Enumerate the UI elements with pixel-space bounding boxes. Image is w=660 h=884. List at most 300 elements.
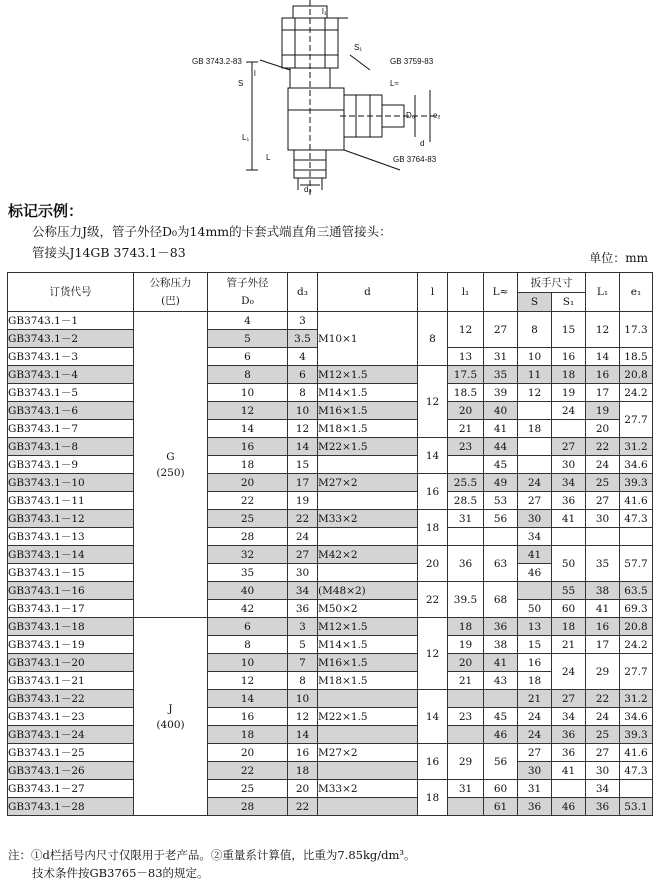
d-cell — [318, 798, 418, 816]
L1-cell: 30 — [586, 762, 620, 780]
L1-cell: 36 — [586, 798, 620, 816]
row-code: GB3743.1－15 — [8, 564, 134, 582]
row-d3: 14 — [288, 726, 318, 744]
d-cell: M16×1.5 — [318, 402, 418, 420]
note-line-1: 注：①d栏括号内尺寸仅限用于老产品。②重量系计算值，比重为7.85kg/dm³。 — [8, 848, 416, 862]
row-d3: 4 — [288, 348, 318, 366]
d-cell — [318, 456, 418, 474]
col-code: 订货代号 — [8, 273, 134, 312]
l1-cell: 20 — [448, 402, 484, 420]
col-l1: l₁ — [448, 273, 484, 312]
S1-cell: 41 — [552, 762, 586, 780]
S-cell: 50 — [518, 600, 552, 618]
row-d3: 30 — [288, 564, 318, 582]
S1-cell: 16 — [552, 348, 586, 366]
row-code: GB3743.1－20 — [8, 654, 134, 672]
S-cell: 34 — [518, 528, 552, 546]
col-outer — [208, 273, 288, 312]
d-cell: M18×1.5 — [318, 420, 418, 438]
std-label-1: GB 3743.2-83 — [192, 57, 242, 66]
L-cell: 61 — [484, 798, 518, 816]
row-d0: 6 — [208, 618, 288, 636]
row-d3: 34 — [288, 582, 318, 600]
S1-cell: 41 — [552, 510, 586, 528]
L1-cell: 24 — [586, 456, 620, 474]
L-cell: 31 — [484, 348, 518, 366]
d-cell: M50×2 — [318, 600, 418, 618]
d-cell: M12×1.5 — [318, 618, 418, 636]
group-j-value: (400) — [156, 718, 185, 731]
row-d0: 14 — [208, 420, 288, 438]
l1-cell — [448, 456, 484, 474]
S-cell: 11 — [518, 366, 552, 384]
d-cell: M14×1.5 — [318, 636, 418, 654]
row-d0: 12 — [208, 672, 288, 690]
S1-cell: 19 — [552, 384, 586, 402]
row-code: GB3743.1－1 — [8, 312, 134, 330]
l-cell: 12 — [418, 366, 448, 438]
row-d0: 32 — [208, 546, 288, 564]
S1-cell: 27 — [552, 438, 586, 456]
L1-cell: 35 — [586, 546, 620, 582]
L-cell: 49 — [484, 474, 518, 492]
S-cell: 30 — [518, 510, 552, 528]
S1-cell: 36 — [552, 744, 586, 762]
row-d3: 3 — [288, 312, 318, 330]
l1-cell: 31 — [448, 780, 484, 798]
col-L1: L₁ — [586, 273, 620, 312]
row-d0: 16 — [208, 708, 288, 726]
L1-cell: 27 — [586, 744, 620, 762]
row-d3: 22 — [288, 798, 318, 816]
S-cell: 13 — [518, 618, 552, 636]
L1-cell: 16 — [586, 618, 620, 636]
L-cell — [484, 690, 518, 708]
row-d0: 8 — [208, 366, 288, 384]
l1-cell — [448, 798, 484, 816]
row-d0: 22 — [208, 762, 288, 780]
l1-cell: 23 — [448, 708, 484, 726]
l1-cell: 18 — [448, 618, 484, 636]
S-cell: 18 — [518, 420, 552, 438]
L-cell: 36 — [484, 618, 518, 636]
S1-cell — [552, 420, 586, 438]
e1-cell — [620, 780, 653, 798]
d-cell — [318, 726, 418, 744]
l1-cell: 25.5 — [448, 474, 484, 492]
S-cell: 10 — [518, 348, 552, 366]
e1-cell: 57.7 — [620, 546, 653, 582]
dim-e1: e₁ — [433, 111, 441, 120]
L-cell: 60 — [484, 780, 518, 798]
S1-cell: 30 — [552, 456, 586, 474]
group-j-pressure — [134, 618, 208, 816]
dim-L: L — [266, 153, 271, 162]
S-cell: 18 — [518, 672, 552, 690]
L-cell: 53 — [484, 492, 518, 510]
col-pressure-label: 公称压力 — [149, 277, 192, 289]
S-cell: 24 — [518, 708, 552, 726]
row-d0: 8 — [208, 636, 288, 654]
row-d3: 5 — [288, 636, 318, 654]
row-d3: 20 — [288, 780, 318, 798]
d-cell — [318, 762, 418, 780]
e1-cell: 34.6 — [620, 456, 653, 474]
row-code: GB3743.1－27 — [8, 780, 134, 798]
S1-cell — [552, 528, 586, 546]
l-cell: 20 — [418, 546, 448, 582]
S1-cell: 21 — [552, 636, 586, 654]
L1-cell: 22 — [586, 438, 620, 456]
S1-cell: 27 — [552, 690, 586, 708]
L1-cell: 38 — [586, 582, 620, 600]
l1-cell: 19 — [448, 636, 484, 654]
e1-cell: 41.6 — [620, 744, 653, 762]
row-code: GB3743.1－28 — [8, 798, 134, 816]
row-d0: 42 — [208, 600, 288, 618]
L1-cell: 29 — [586, 654, 620, 690]
row-d3: 3.5 — [288, 330, 318, 348]
L1-cell: 25 — [586, 726, 620, 744]
S-cell: 41 — [518, 546, 552, 564]
L-cell: 41 — [484, 420, 518, 438]
row-code: GB3743.1－18 — [8, 618, 134, 636]
row-code: GB3743.1－22 — [8, 690, 134, 708]
L-cell: 46 — [484, 726, 518, 744]
row-code: GB3743.1－26 — [8, 762, 134, 780]
row-d3: 22 — [288, 510, 318, 528]
d-cell — [318, 564, 418, 582]
L-cell: 41 — [484, 654, 518, 672]
row-d3: 36 — [288, 600, 318, 618]
S-cell: 16 — [518, 654, 552, 672]
l1-cell: 23 — [448, 438, 484, 456]
L1-cell: 22 — [586, 690, 620, 708]
row-d0: 28 — [208, 798, 288, 816]
col-l: l — [418, 273, 448, 312]
e1-cell: 27.7 — [620, 654, 653, 690]
l-cell: 14 — [418, 690, 448, 744]
row-code: GB3743.1－21 — [8, 672, 134, 690]
group-g-value: (250) — [156, 466, 185, 479]
row-code: GB3743.1－17 — [8, 600, 134, 618]
l-cell: 16 — [418, 474, 448, 510]
L1-cell: 41 — [586, 600, 620, 618]
e1-cell: 27.7 — [620, 402, 653, 438]
row-d3: 14 — [288, 438, 318, 456]
marking-example-line2: 管接头J14GB 3743.1－83 — [32, 245, 186, 260]
row-d3: 18 — [288, 762, 318, 780]
e1-cell: 39.3 — [620, 726, 653, 744]
S1-cell: 36 — [552, 492, 586, 510]
e1-cell: 24.2 — [620, 384, 653, 402]
row-d0: 18 — [208, 456, 288, 474]
d-cell: M10×1 — [318, 312, 418, 366]
e1-cell: 31.2 — [620, 438, 653, 456]
row-d3: 15 — [288, 456, 318, 474]
L1-cell: 14 — [586, 348, 620, 366]
row-d3: 6 — [288, 366, 318, 384]
row-d3: 12 — [288, 420, 318, 438]
d-cell: M22×1.5 — [318, 708, 418, 726]
row-d3: 19 — [288, 492, 318, 510]
L1-cell: 19 — [586, 402, 620, 420]
l1-cell: 12 — [448, 312, 484, 348]
L-cell: 45 — [484, 456, 518, 474]
S-cell: 24 — [518, 474, 552, 492]
dim-L1: L₁ — [242, 133, 250, 142]
e1-cell: 17.3 — [620, 312, 653, 348]
S1-cell — [552, 780, 586, 798]
L1-cell: 12 — [586, 312, 620, 348]
S-cell: 24 — [518, 726, 552, 744]
row-d0: 10 — [208, 384, 288, 402]
S1-cell: 15 — [552, 312, 586, 348]
row-d3: 16 — [288, 744, 318, 762]
L-cell: 38 — [484, 636, 518, 654]
l-cell: 8 — [418, 312, 448, 366]
S-cell: 8 — [518, 312, 552, 348]
e1-cell: 47.3 — [620, 510, 653, 528]
dim-s: S — [238, 79, 244, 88]
row-d0: 10 — [208, 654, 288, 672]
d-cell: M27×2 — [318, 744, 418, 762]
e1-cell: 69.3 — [620, 600, 653, 618]
marking-example-heading: 标记示例： — [8, 202, 84, 220]
d-cell — [318, 492, 418, 510]
S1-cell: 46 — [552, 798, 586, 816]
row-d0: 25 — [208, 510, 288, 528]
top-nut — [282, 18, 338, 68]
row-d3: 24 — [288, 528, 318, 546]
e1-cell: 63.5 — [620, 582, 653, 600]
row-d0: 28 — [208, 528, 288, 546]
L-cell: 56 — [484, 744, 518, 780]
row-code: GB3743.1－9 — [8, 456, 134, 474]
l-cell: 16 — [418, 744, 448, 780]
spec-table — [7, 272, 653, 816]
std-label-2: GB 3759-83 — [390, 57, 434, 66]
S-cell — [518, 402, 552, 420]
l1-cell: 18.5 — [448, 384, 484, 402]
row-d0: 4 — [208, 312, 288, 330]
row-d0: 14 — [208, 690, 288, 708]
row-d0: 16 — [208, 438, 288, 456]
S-cell — [518, 438, 552, 456]
e1-cell: 18.5 — [620, 348, 653, 366]
row-d0: 5 — [208, 330, 288, 348]
L-cell: 35 — [484, 366, 518, 384]
row-code: GB3743.1－2 — [8, 330, 134, 348]
row-d3: 12 — [288, 708, 318, 726]
L1-cell: 30 — [586, 510, 620, 528]
d-cell — [318, 690, 418, 708]
row-d3: 10 — [288, 690, 318, 708]
dim-l1: l₁ — [322, 7, 327, 16]
S-cell: 30 — [518, 762, 552, 780]
row-code: GB3743.1－16 — [8, 582, 134, 600]
dim-pipe: L≈ — [390, 79, 399, 88]
row-code: GB3743.1－19 — [8, 636, 134, 654]
col-outer-label: 管子外径 — [226, 277, 269, 289]
S-cell: 36 — [518, 798, 552, 816]
row-d3: 8 — [288, 672, 318, 690]
e1-cell: 24.2 — [620, 636, 653, 654]
L1-cell: 17 — [586, 636, 620, 654]
L1-cell: 25 — [586, 474, 620, 492]
row-d3: 3 — [288, 618, 318, 636]
S-cell: 12 — [518, 384, 552, 402]
l1-cell: 39.5 — [448, 582, 484, 618]
d-cell: M16×1.5 — [318, 654, 418, 672]
row-d0: 20 — [208, 744, 288, 762]
row-code: GB3743.1－3 — [8, 348, 134, 366]
row-d0: 6 — [208, 348, 288, 366]
L1-cell: 16 — [586, 366, 620, 384]
L-cell — [484, 528, 518, 546]
l-cell: 18 — [418, 510, 448, 546]
S-cell: 15 — [518, 636, 552, 654]
L-cell: 43 — [484, 672, 518, 690]
L1-cell: 20 — [586, 420, 620, 438]
row-d0: 20 — [208, 474, 288, 492]
row-d0: 25 — [208, 780, 288, 798]
row-code: GB3743.1－23 — [8, 708, 134, 726]
l1-cell: 31 — [448, 510, 484, 528]
group-g-class: G — [166, 450, 175, 463]
row-code: GB3743.1－6 — [8, 402, 134, 420]
S1-cell: 34 — [552, 708, 586, 726]
row-code: GB3743.1－11 — [8, 492, 134, 510]
d-cell: M14×1.5 — [318, 384, 418, 402]
row-d3: 27 — [288, 546, 318, 564]
l1-cell — [448, 690, 484, 708]
l1-cell — [448, 726, 484, 744]
col-L: L≈ — [484, 273, 518, 312]
row-d3: 8 — [288, 384, 318, 402]
col-d3: d₃ — [288, 273, 318, 312]
l1-cell: 21 — [448, 420, 484, 438]
S1-cell: 36 — [552, 726, 586, 744]
dim-d: d — [420, 139, 425, 148]
l1-cell: 17.5 — [448, 366, 484, 384]
d-cell: (M48×2) — [318, 582, 418, 600]
d-cell: M27×2 — [318, 474, 418, 492]
col-pressure-unit: (巴) — [161, 295, 180, 307]
S-cell: 46 — [518, 564, 552, 582]
L1-cell: 27 — [586, 492, 620, 510]
L1-cell: 34 — [586, 780, 620, 798]
table-notes — [8, 846, 416, 882]
fitting-drawing — [190, 0, 460, 195]
marking-example-line1: 公称压力J级，管子外径D₀为14mm的卡套式端直角三通管接头： — [32, 224, 392, 239]
S-cell: 27 — [518, 744, 552, 762]
S-cell: 21 — [518, 690, 552, 708]
e1-cell: 47.3 — [620, 762, 653, 780]
row-code: GB3743.1－4 — [8, 366, 134, 384]
d-cell: M18×1.5 — [318, 672, 418, 690]
dim-l: l — [254, 69, 256, 78]
S1-cell: 24 — [552, 654, 586, 690]
e1-cell: 20.8 — [620, 366, 653, 384]
S1-cell: 60 — [552, 600, 586, 618]
row-d0: 35 — [208, 564, 288, 582]
row-d0: 40 — [208, 582, 288, 600]
L1-cell: 24 — [586, 708, 620, 726]
L-cell: 39 — [484, 384, 518, 402]
col-pressure — [134, 273, 208, 312]
d-cell: M33×2 — [318, 780, 418, 798]
l1-cell: 13 — [448, 348, 484, 366]
dim-d0: D₀ — [406, 111, 416, 120]
e1-cell: 31.2 — [620, 690, 653, 708]
group-j-class: J — [168, 702, 173, 715]
S-cell — [518, 582, 552, 600]
row-code: GB3743.1－13 — [8, 528, 134, 546]
S1-cell: 18 — [552, 366, 586, 384]
row-d0: 12 — [208, 402, 288, 420]
e1-cell — [620, 528, 653, 546]
e1-cell: 39.3 — [620, 474, 653, 492]
S1-cell: 24 — [552, 402, 586, 420]
row-code: GB3743.1－12 — [8, 510, 134, 528]
row-code: GB3743.1－14 — [8, 546, 134, 564]
L-cell: 40 — [484, 402, 518, 420]
col-d: d — [318, 273, 418, 312]
S1-cell: 50 — [552, 546, 586, 582]
l1-cell: 28.5 — [448, 492, 484, 510]
l1-cell — [448, 528, 484, 546]
S1-cell: 34 — [552, 474, 586, 492]
e1-cell: 53.1 — [620, 798, 653, 816]
row-code: GB3743.1－25 — [8, 744, 134, 762]
col-e1: e₁ — [620, 273, 653, 312]
d-cell: M22×1.5 — [318, 438, 418, 456]
row-code: GB3743.1－5 — [8, 384, 134, 402]
col-S1: S₁ — [552, 293, 586, 312]
S1-cell: 55 — [552, 582, 586, 600]
L1-cell: 17 — [586, 384, 620, 402]
d-cell — [318, 528, 418, 546]
L-cell: 45 — [484, 708, 518, 726]
l1-cell: 36 — [448, 546, 484, 582]
L-cell: 27 — [484, 312, 518, 348]
L-cell: 63 — [484, 546, 518, 582]
row-code: GB3743.1－24 — [8, 726, 134, 744]
row-d3: 17 — [288, 474, 318, 492]
dim-d3: d₃ — [304, 185, 312, 194]
group-g-pressure — [134, 312, 208, 618]
e1-cell: 34.6 — [620, 708, 653, 726]
row-d3: 10 — [288, 402, 318, 420]
d-cell: M33×2 — [318, 510, 418, 528]
std-label-3: GB 3764-83 — [393, 155, 437, 164]
d-cell: M42×2 — [318, 546, 418, 564]
l-cell: 18 — [418, 780, 448, 816]
tee-fitting-diagram — [190, 0, 460, 195]
col-S: S — [518, 293, 552, 312]
l1-cell: 20 — [448, 654, 484, 672]
row-d3: 7 — [288, 654, 318, 672]
l1-cell: 21 — [448, 672, 484, 690]
L1-cell — [586, 528, 620, 546]
l1-cell: 29 — [448, 744, 484, 780]
dim-s1: S₁ — [354, 43, 363, 52]
L-cell: 56 — [484, 510, 518, 528]
l-cell: 14 — [418, 438, 448, 474]
tee-body — [288, 88, 344, 150]
row-code: GB3743.1－8 — [8, 438, 134, 456]
